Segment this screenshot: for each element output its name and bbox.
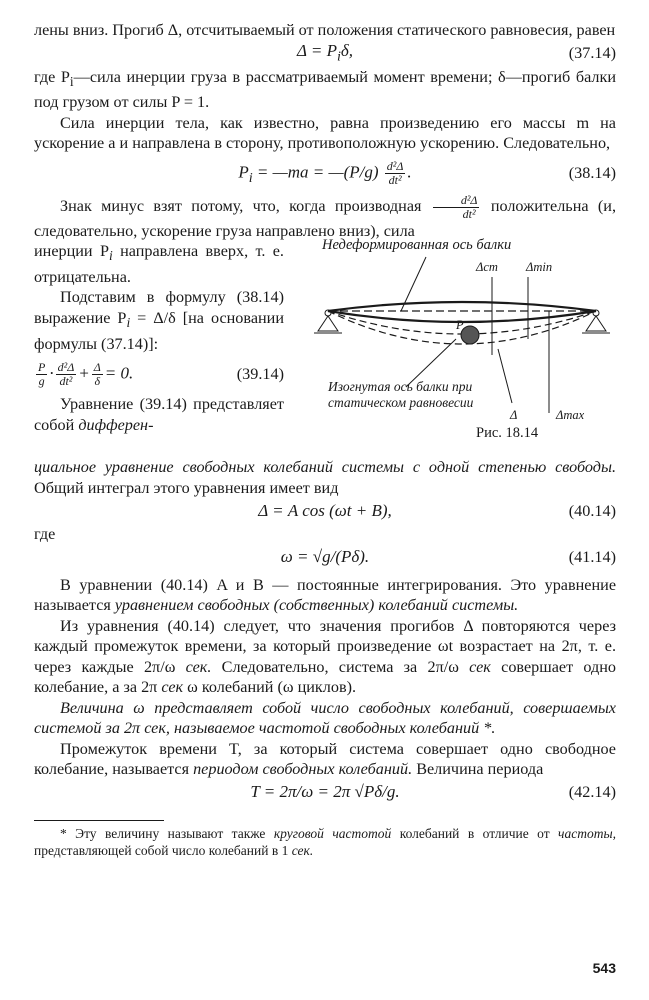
figure-bottom-caption: Изогнутая ось балки при статическом равновесии: [328, 379, 474, 411]
eq38-mid: = —ma = —(P/g): [252, 161, 379, 181]
equation-39-14: [34, 354, 284, 394]
eq38-frac-top: d²Δ: [386, 158, 404, 173]
figure-top-caption: Недеформированная ось балки: [322, 237, 512, 254]
p7-text: Уравнение (39.14) представляет собой: [34, 395, 284, 434]
figure-18-14: [306, 233, 618, 455]
label-delta-min: Δmin: [526, 260, 553, 275]
page-body: [34, 20, 616, 859]
paragraph-10: [34, 575, 616, 616]
eq39-b-bot: dt²: [59, 373, 73, 388]
paragraph-9: где: [34, 525, 56, 544]
eq38-end: .: [407, 161, 412, 181]
beam-upper: [328, 302, 596, 311]
right-support-icon: [586, 316, 606, 331]
eq39-plus: +: [78, 363, 90, 383]
eq39-frac-b: [56, 361, 77, 388]
left-column: [34, 241, 284, 435]
p11-sek-1: сек.: [185, 657, 212, 676]
footnote-c: представляющей собой число колебаний в 1: [34, 842, 289, 858]
eq38-frac-bot: dt²: [388, 172, 402, 187]
equation-41-14: [34, 545, 616, 571]
p11-text-b: Следовательно, система за 2π/ω: [211, 657, 459, 676]
eq37-formula: Δ = P: [296, 40, 337, 60]
equation-38-14: [34, 154, 616, 194]
figure-number: Рис. 18.14: [476, 425, 539, 442]
p13-text-b: Величина периода: [412, 760, 544, 779]
p7-italic: дифферен-: [78, 415, 154, 434]
paragraph-6: [34, 287, 284, 354]
paragraph-13: [34, 739, 616, 780]
p8-italic: циальное уравнение свободных колебаний системы с одной степенью свободы.: [34, 458, 616, 477]
eq39-end: = 0.: [104, 363, 134, 383]
paragraph-7: [34, 394, 284, 435]
paragraph-8: [34, 457, 616, 498]
eq41-number: (41.14): [568, 548, 616, 567]
eq40-number: (40.14): [568, 501, 616, 520]
label-delta-st: Δст: [476, 260, 498, 275]
p2-sub: i: [69, 73, 74, 89]
eq38-sub: i: [248, 169, 253, 186]
eq38-left: P: [238, 161, 249, 181]
footnote-rule: [34, 820, 164, 821]
left-support-icon: [318, 316, 338, 331]
p11-text-a: Из уравнения (40.14) следует, что значения прогибов Δ повторяются через каждый промежуток времени, за который произведение ωt возрастает на 2π, т. е. через каждые 2π/ω: [34, 616, 616, 676]
p5-rest: направлена вверх, т. е. отрицательна.: [34, 242, 284, 286]
delta-leader: [498, 349, 512, 403]
page-number: 543: [592, 960, 616, 976]
paragraph-1: лены вниз. Прогиб Δ, отсчитываемый от положения статического равновесия, равен: [34, 21, 616, 39]
paragraph-2: [34, 67, 616, 113]
text-figure-block: [34, 237, 616, 457]
p13-italic: периодом свободных колебаний.: [193, 760, 413, 779]
eq38-fraction: [385, 160, 406, 187]
eq42-number: (42.14): [568, 783, 616, 802]
eq38-number: (38.14): [568, 164, 616, 183]
p12-italic: Величина ω представляет собой число свободных колебаний, совершаемых системой за 2π сек, называемое частотой свободных колебаний *.: [34, 698, 616, 738]
eq39-a-bot: g: [38, 373, 45, 388]
paragraph-5: [34, 241, 284, 287]
eq40-formula: Δ = A cos (ωt + B),: [258, 500, 392, 520]
eq39-frac-a: [36, 361, 47, 388]
p13-text-a: Промежуток времени T, за который система совершает одно свободное колебание, называется: [34, 739, 616, 779]
eq37-sub: i: [336, 47, 341, 64]
equation-37-14: [34, 41, 616, 67]
p11-text-c: совершает одно колебание, а за 2π: [34, 657, 617, 697]
eq39-b-top: d²Δ: [57, 359, 75, 374]
footnote-italic-3: сек.: [291, 842, 314, 858]
p2-rest: —сила инерции груза в рассматриваемый момент времени; δ—прогиб балки под грузом от силы P = 1.: [34, 67, 616, 112]
eq39-number: (39.14): [236, 364, 284, 383]
p4-text-a: Знак минус взят потому, что, когда производная: [60, 196, 422, 215]
eq37-formula2: δ,: [340, 40, 354, 60]
label-delta-max: Δmax: [556, 408, 585, 423]
eq39-dot: ·: [49, 363, 54, 383]
eq39-a-top: P: [38, 359, 46, 374]
eq39-c-bot: δ: [94, 373, 101, 388]
paragraph-11: [34, 616, 616, 698]
label-P: P: [456, 318, 464, 333]
footnote-italic-2: частоты,: [558, 825, 616, 841]
eq41-formula: ω = √g/(Pδ).: [280, 547, 370, 567]
footnote-italic-1: круговой частотой: [273, 825, 392, 841]
p4-text-b: положительна (и, следовательно, ускорение груза направлено вниз), сила: [34, 196, 616, 240]
equation-40-14: [34, 498, 616, 524]
p10-text: В уравнении (40.14) A и B — постоянные интегрирования. Это уравнение называется: [34, 575, 616, 615]
p11-sek-2: сек: [469, 657, 491, 676]
eq39-frac-c: [92, 361, 103, 388]
p4-frac-bot: dt²: [462, 206, 476, 221]
p4-frac-top: d²Δ: [433, 194, 480, 208]
p6-sub: i: [126, 315, 131, 331]
p5-sub: i: [108, 248, 113, 264]
p6-text: Подставим в формулу (38.14) выражение P: [34, 288, 284, 327]
p4-fraction: [433, 194, 480, 221]
p2-text: где P: [34, 67, 70, 86]
eq37-number: (37.14): [568, 44, 616, 63]
paragraph-12: [34, 698, 616, 739]
footnote: [34, 825, 616, 859]
p6-rest: = Δ/δ [на основании формулы (37.14)]:: [34, 308, 284, 353]
paragraph-3: Сила инерции тела, как известно, равна произведению его массы m на ускорение a и направлена в сторону, противоположную ускорению. Следовательно,: [34, 113, 616, 153]
label-delta: Δ: [510, 408, 518, 423]
footnote-b: колебаний в отличие от: [391, 825, 550, 841]
p5-text: инерции P: [34, 242, 109, 261]
p11-sek-3: сек: [161, 678, 184, 697]
equation-42-14: [34, 780, 616, 806]
p10-italic: уравнением свободных (собственных) колебаний системы.: [114, 596, 519, 615]
footnote-a: * Эту величину называют также: [60, 825, 266, 841]
p11-text-d: ω колебаний (ω циклов).: [183, 678, 357, 697]
p8-rest: Общий интеграл этого уравнения имеет вид: [34, 478, 339, 497]
eq39-c-top: Δ: [93, 359, 101, 374]
eq42-formula: T = 2π/ω = 2π √Pδ/g.: [250, 782, 400, 802]
